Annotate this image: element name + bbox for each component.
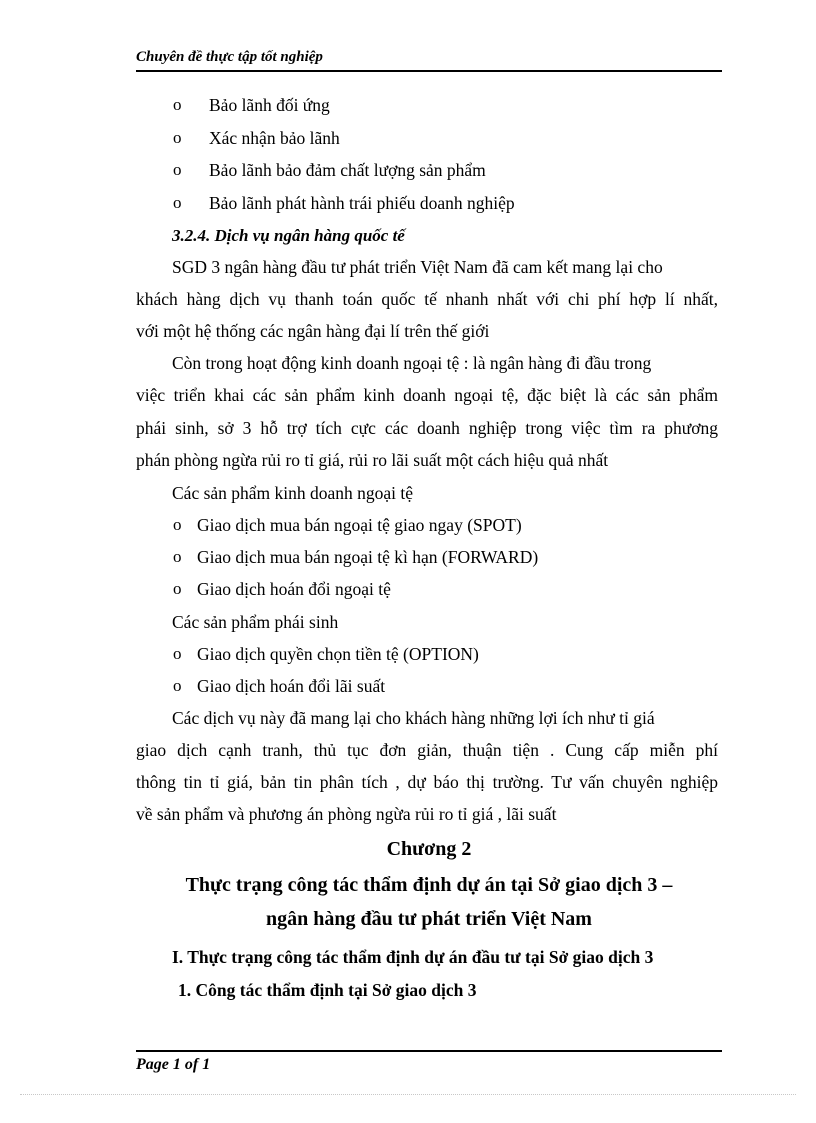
bullet-icon: o xyxy=(173,676,182,695)
paragraph-line: phán phòng ngừa rủi ro tỉ giá, rủi ro lãi suất một cách hiệu quả nhất xyxy=(136,450,609,470)
paragraph-line: về sản phẩm và phương án phòng ngừa rủi ro tỉ giá , lãi suất xyxy=(136,804,557,824)
section-heading-1: 1. Công tác thẩm định tại Sở giao dịch 3 xyxy=(178,980,477,1000)
paragraph-line: phái sinh, sở 3 hỗ trợ tích cực các doanh nghiệp trong việc tìm ra phương xyxy=(136,418,718,438)
bullet-icon: o xyxy=(173,644,182,663)
list-item: Giao dịch hoán đổi ngoại tệ xyxy=(197,579,391,599)
footer-rule xyxy=(136,1050,722,1052)
bullet-icon: o xyxy=(173,95,182,114)
list-item: Giao dịch quyền chọn tiền tệ (OPTION) xyxy=(197,644,479,664)
bullet-icon: o xyxy=(173,193,182,212)
paragraph-line: Các dịch vụ này đã mang lại cho khách hàng những lợi ích như tỉ giá xyxy=(172,708,655,728)
paragraph-line: khách hàng dịch vụ thanh toán quốc tế nhanh nhất với chi phí hợp lí nhất, xyxy=(136,289,718,309)
list-item: Bảo lãnh phát hành trái phiếu doanh nghiệp xyxy=(209,193,515,213)
list-item: Giao dịch mua bán ngoại tệ giao ngay (SPOT) xyxy=(197,515,522,535)
bullet-icon: o xyxy=(173,579,182,598)
chapter-title-line: Thực trạng công tác thẩm định dự án tại Sở giao dịch 3 – xyxy=(185,874,673,896)
bullet-icon: o xyxy=(173,128,182,147)
header-rule xyxy=(136,70,722,72)
list-item: Bảo lãnh đối ứng xyxy=(209,95,330,115)
list-item: Bảo lãnh bảo đảm chất lượng sản phẩm xyxy=(209,160,486,180)
paragraph-line: SGD 3 ngân hàng đầu tư phát triển Việt Nam đã cam kết mang lại cho xyxy=(172,257,663,277)
document-header: Chuyên đề thực tập tốt nghiệp xyxy=(136,49,323,65)
bullet-icon: o xyxy=(173,160,182,179)
list-item: Giao dịch hoán đổi lãi suất xyxy=(197,676,386,696)
bullet-icon: o xyxy=(173,547,182,566)
paragraph-line: giao dịch cạnh tranh, thủ tục đơn giản, thuận tiện . Cung cấp miễn phí xyxy=(136,740,718,760)
list-item: Xác nhận bảo lãnh xyxy=(209,128,340,148)
paragraph-line: thông tin tỉ giá, bản tin phân tích , dự báo thị trường. Tư vấn chuyên nghiệp xyxy=(136,772,718,792)
section-heading-i: I. Thực trạng công tác thẩm định dự án đầu tư tại Sở giao dịch 3 xyxy=(172,947,654,967)
page-number: Page 1 of 1 xyxy=(136,1056,211,1073)
bullet-icon: o xyxy=(173,515,182,534)
chapter-title-line: ngân hàng đầu tư phát triển Việt Nam xyxy=(266,908,592,930)
paragraph-line: việc triển khai các sản phẩm kinh doanh ngoại tệ, đặc biệt là các sản phẩm xyxy=(136,385,718,405)
paragraph-line: với một hệ thống các ngân hàng đại lí trên thế giới xyxy=(136,321,490,341)
list-item: Giao dịch mua bán ngoại tệ kì hạn (FORWARD) xyxy=(197,547,539,567)
list-title: Các sản phẩm kinh doanh ngoại tệ xyxy=(172,483,414,503)
section-heading: 3.2.4. Dịch vụ ngân hàng quốc tế xyxy=(172,226,405,245)
chapter-label: Chương 2 xyxy=(386,838,472,860)
paragraph-line: Còn trong hoạt động kinh doanh ngoại tệ : là ngân hàng đi đầu trong xyxy=(172,353,652,373)
list-title: Các sản phẩm phái sinh xyxy=(172,612,339,632)
page-boundary xyxy=(20,1094,796,1095)
